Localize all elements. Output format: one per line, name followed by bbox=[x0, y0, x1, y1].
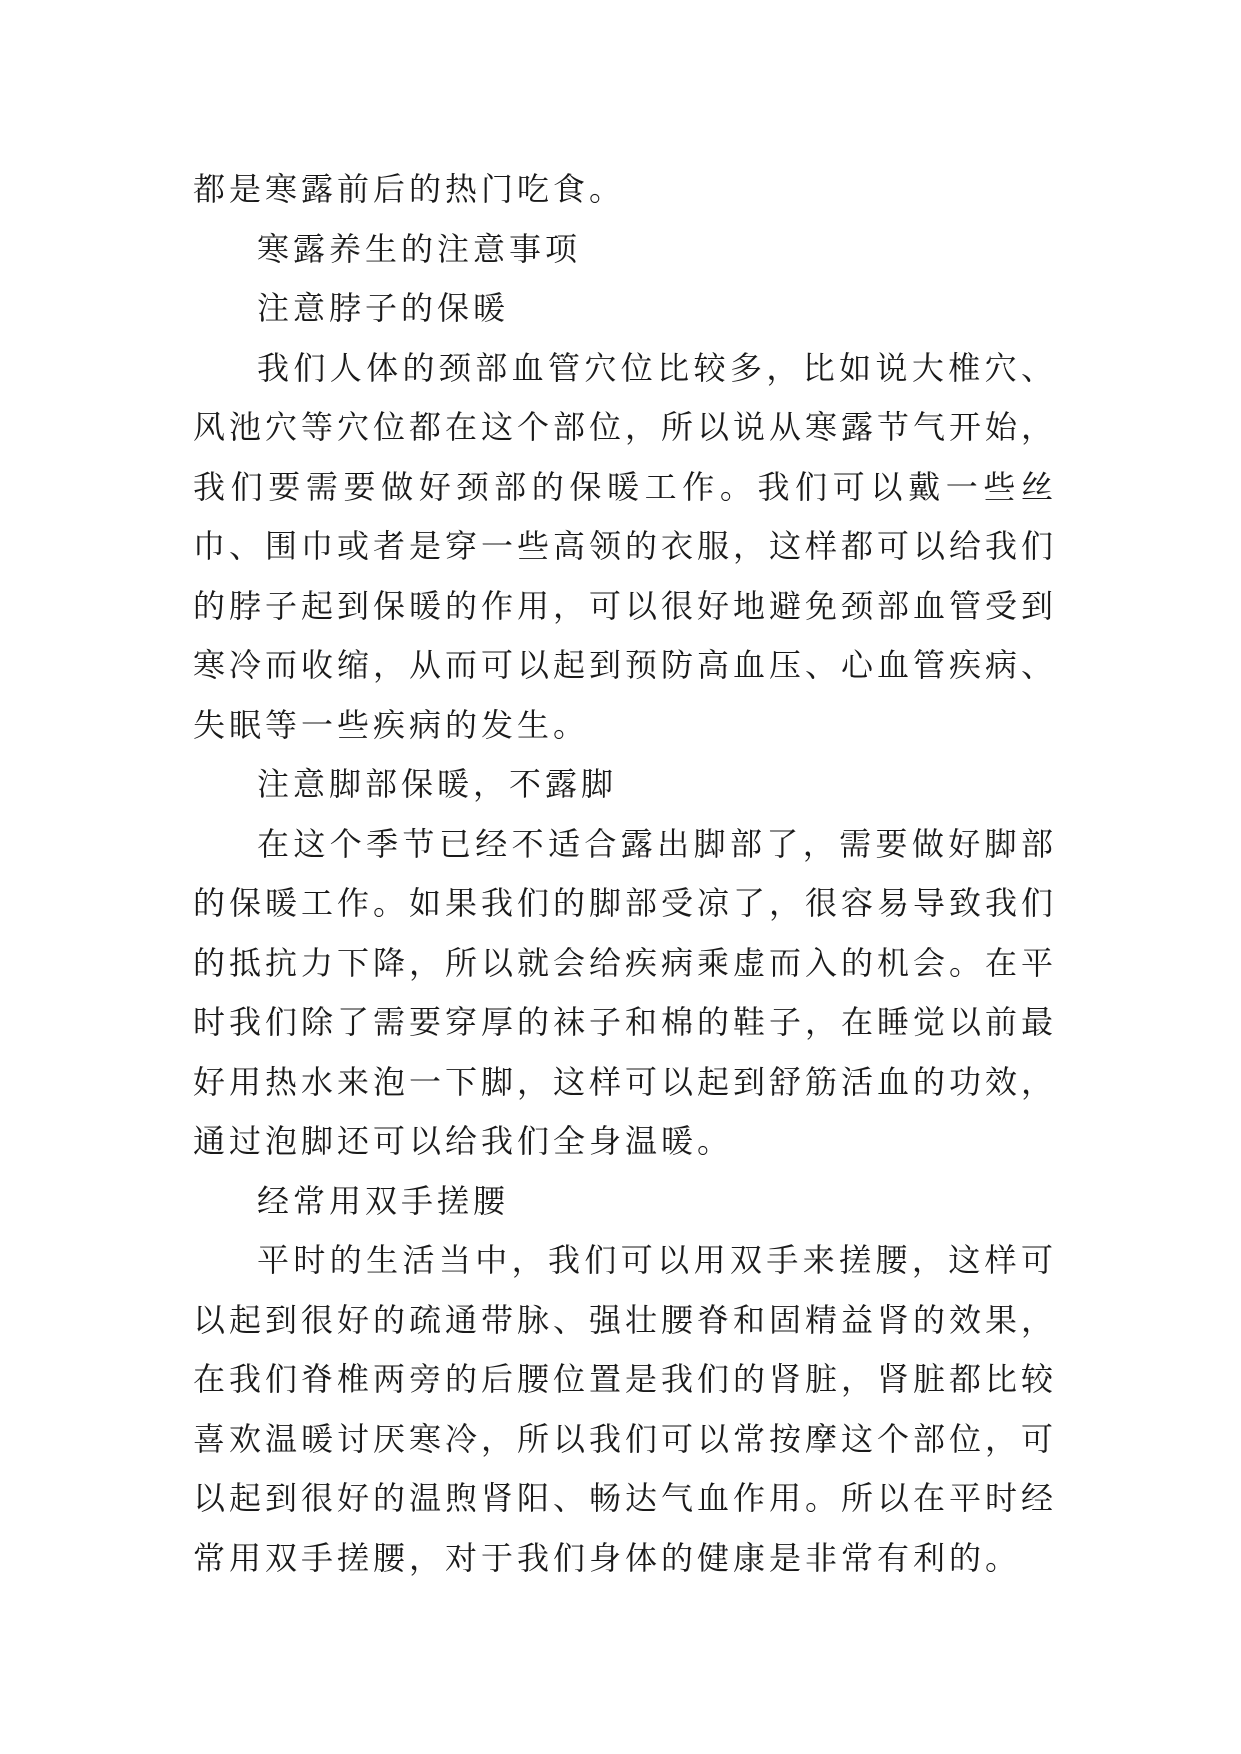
section-heading: 寒露养生的注意事项 bbox=[257, 229, 582, 268]
paragraph-feet-warmth: 在这个季节已经不适合露出脚部了，需要做好脚部的保暖工作。如果我们的脚部受凉了，很容易导致我们的抵抗力下降，所以就会给疾病乘虚而入的机会。在平时我们除了需要穿厚的袜子和棉的鞋子，在睡觉以前最好用热水来泡一下脚，这样可以起到舒筋活血的功效，通过泡脚还可以给我们全身温暖。 bbox=[193, 824, 1058, 1160]
paragraph-continuation: 都是寒露前后的热门吃食。 bbox=[193, 170, 626, 208]
subheading-waist-rubbing: 经常用双手搓腰 bbox=[257, 1181, 510, 1220]
subheading-feet-warmth: 注意脚部保暖，不露脚 bbox=[257, 765, 618, 803]
document-body bbox=[193, 160, 1057, 1588]
subheading-neck-warmth: 注意脖子的保暖 bbox=[257, 289, 510, 327]
paragraph-neck-warmth: 我们人体的颈部血管穴位比较多，比如说大椎穴、风池穴等穴位都在这个部位，所以说从寒露节气开始，我们要需要做好颈部的保暖工作。我们可以戴一些丝巾、围巾或者是穿一些高领的衣服，这样都可以给我们的脖子起到保暖的作用，可以很好地避免颈部血管受到寒冷而收缩，从而可以起到预防高血压、心血管疾病、失眠等一些疾病的发生。 bbox=[193, 348, 1058, 744]
paragraph-waist-rubbing: 平时的生活当中，我们可以用双手来搓腰，这样可以起到很好的疏通带脉、强壮腰脊和固精益肾的效果，在我们脊椎两旁的后腰位置是我们的肾脏，肾脏都比较喜欢温暖讨厌寒冷，所以我们可以常按摩这个部位，可以起到很好的温煦肾阳、畅达气血作用。所以在平时经常用双手搓腰，对于我们身体的健康是非常有利的。 bbox=[193, 1241, 1058, 1577]
